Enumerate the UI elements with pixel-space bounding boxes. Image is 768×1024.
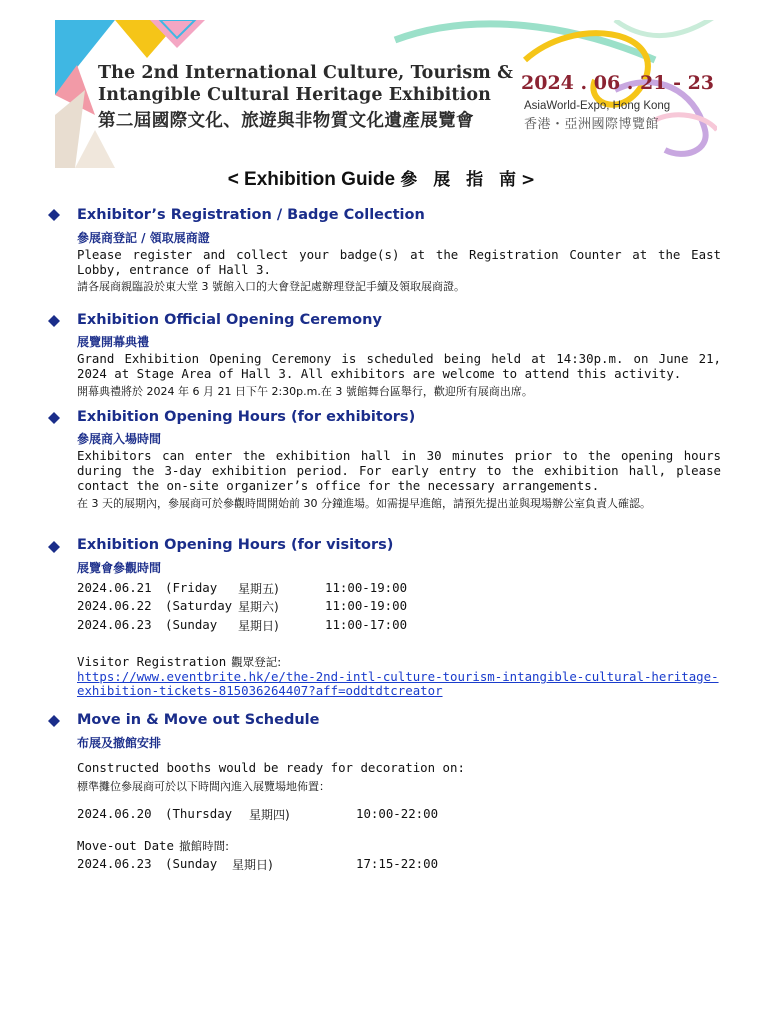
banner-date: 2024 . 06 . 21 - 23 xyxy=(521,72,715,94)
visitor-registration-label-en: Visitor Registration xyxy=(77,654,227,669)
diamond-bullet-icon xyxy=(48,412,60,424)
move-out-time: 17:15-22:00 xyxy=(356,856,439,871)
move-out-label-en: Move-out Date xyxy=(77,838,174,853)
page-title-zh: 參 展 指 南> xyxy=(400,170,541,190)
schedule-time: 11:00-19:00 xyxy=(325,580,408,595)
diamond-bullet-icon xyxy=(48,315,60,327)
banner-title-en: The 2nd International Culture, Tourism & Intangible Cultural Heritage Exhibition xyxy=(98,63,514,105)
banner-venue-en: AsiaWorld-Expo, Hong Kong xyxy=(524,100,671,112)
move-in-day-zh: 星期四) xyxy=(249,808,290,822)
diamond-bullet-icon xyxy=(48,209,60,221)
schedule-date: 2024.06.22 xyxy=(77,598,152,613)
move-out-day-zh: 星期日) xyxy=(232,858,273,872)
section-subtitle-exhibitor-hours: 參展商入場時間 xyxy=(77,432,162,446)
move-in-day: (Thursday xyxy=(165,806,233,821)
section-subtitle-opening-ceremony: 展覽開幕典禮 xyxy=(77,335,150,349)
schedule-time: 11:00-19:00 xyxy=(325,598,408,613)
section-title-opening-ceremony: Exhibition Official Opening Ceremony xyxy=(77,312,382,328)
schedule-day: (Saturday xyxy=(165,598,233,613)
move-out-label-zh: 撤館時間: xyxy=(179,839,229,853)
section-title-exhibitor-hours: Exhibition Opening Hours (for exhibitors) xyxy=(77,409,416,425)
section-text-exhibitor-hours-en: Exhibitors can enter the exhibition hall in 30 minutes prior to the opening hours during the 3-day exhibition period. For early entry to the exhibition hall, please contact the on-site organizer’s office for the necessary arrangements. xyxy=(77,448,721,493)
visitor-registration-link[interactable]: https://www.eventbrite.hk/e/the-2nd-intl-culture-tourism-intangible-cultural-heritage-exhibition-tickets-815036264407?aff=oddtdtcreator xyxy=(77,669,719,698)
schedule-day: (Friday xyxy=(165,580,218,595)
schedule-day: (Sunday xyxy=(165,617,218,632)
section-text-opening-ceremony-en: Grand Exhibition Opening Ceremony is scheduled being held at 14:30p.m. on June 21, 2024 at Stage Area of Hall 3. All exhibitors are welcome to attend this activity. xyxy=(77,351,721,381)
banner xyxy=(55,20,717,168)
schedule-day-zh: 星期六) xyxy=(238,600,279,614)
move-in-text-en: Constructed booths would be ready for decoration on: xyxy=(77,760,465,775)
section-title-registration: Exhibitor’s Registration / Badge Collection xyxy=(77,207,425,223)
diamond-bullet-icon xyxy=(48,715,60,727)
section-text-registration-en: Please register and collect your badge(s) at the Registration Counter at the East Lobby, entrance of Hall 3. xyxy=(77,247,721,277)
move-out-day: (Sunday xyxy=(165,856,218,871)
section-subtitle-visitor-hours: 展覽會參觀時間 xyxy=(77,561,162,575)
section-text-registration-zh: 請各展商親臨設於東大堂 3 號館入口的大會登記處辦理登記手續及領取展商證。 xyxy=(77,280,465,293)
move-out-date: 2024.06.23 xyxy=(77,856,152,871)
section-title-move-schedule: Move in & Move out Schedule xyxy=(77,712,320,728)
schedule-day-zh: 星期五) xyxy=(238,582,279,596)
move-in-date: 2024.06.20 xyxy=(77,806,152,821)
move-in-text-zh: 標準攤位參展商可於以下時間內進入展覽場地佈置： xyxy=(77,780,330,793)
page-title xyxy=(0,165,768,191)
schedule-date: 2024.06.21 xyxy=(77,580,152,595)
section-subtitle-move-schedule: 布展及撤館安排 xyxy=(77,736,162,750)
move-out-label xyxy=(77,835,229,854)
section-text-opening-ceremony-zh: 開幕典禮將於 2024 年 6 月 21 日下午 2:30p.m.在 3 號館舞台區舉行，歡迎所有展商出席。 xyxy=(77,385,533,398)
diamond-bullet-icon xyxy=(48,541,60,553)
section-text-exhibitor-hours-zh: 在 3 天的展期內，參展商可於參觀時間開始前 30 分鐘進場。如需提早進館，請預先提出並與現場辦公室負責人確認。 xyxy=(77,497,651,510)
visitor-registration-label xyxy=(77,651,281,670)
move-in-time: 10:00-22:00 xyxy=(356,806,439,821)
schedule-time: 11:00-17:00 xyxy=(325,617,408,632)
section-subtitle-registration: 參展商登記 / 領取展商證 xyxy=(77,231,210,245)
banner-title-zh: 第二屆國際文化、旅遊與非物質文化遺產展覽會 xyxy=(98,111,474,131)
banner-venue-zh: 香港・亞洲國際博覽館 xyxy=(524,117,660,132)
schedule-day-zh: 星期日) xyxy=(238,619,279,633)
section-title-visitor-hours: Exhibition Opening Hours (for visitors) xyxy=(77,537,394,553)
visitor-registration-label-zh: 觀眾登記: xyxy=(231,655,282,669)
page-title-en: < Exhibition Guide xyxy=(227,169,396,190)
schedule-date: 2024.06.23 xyxy=(77,617,152,632)
